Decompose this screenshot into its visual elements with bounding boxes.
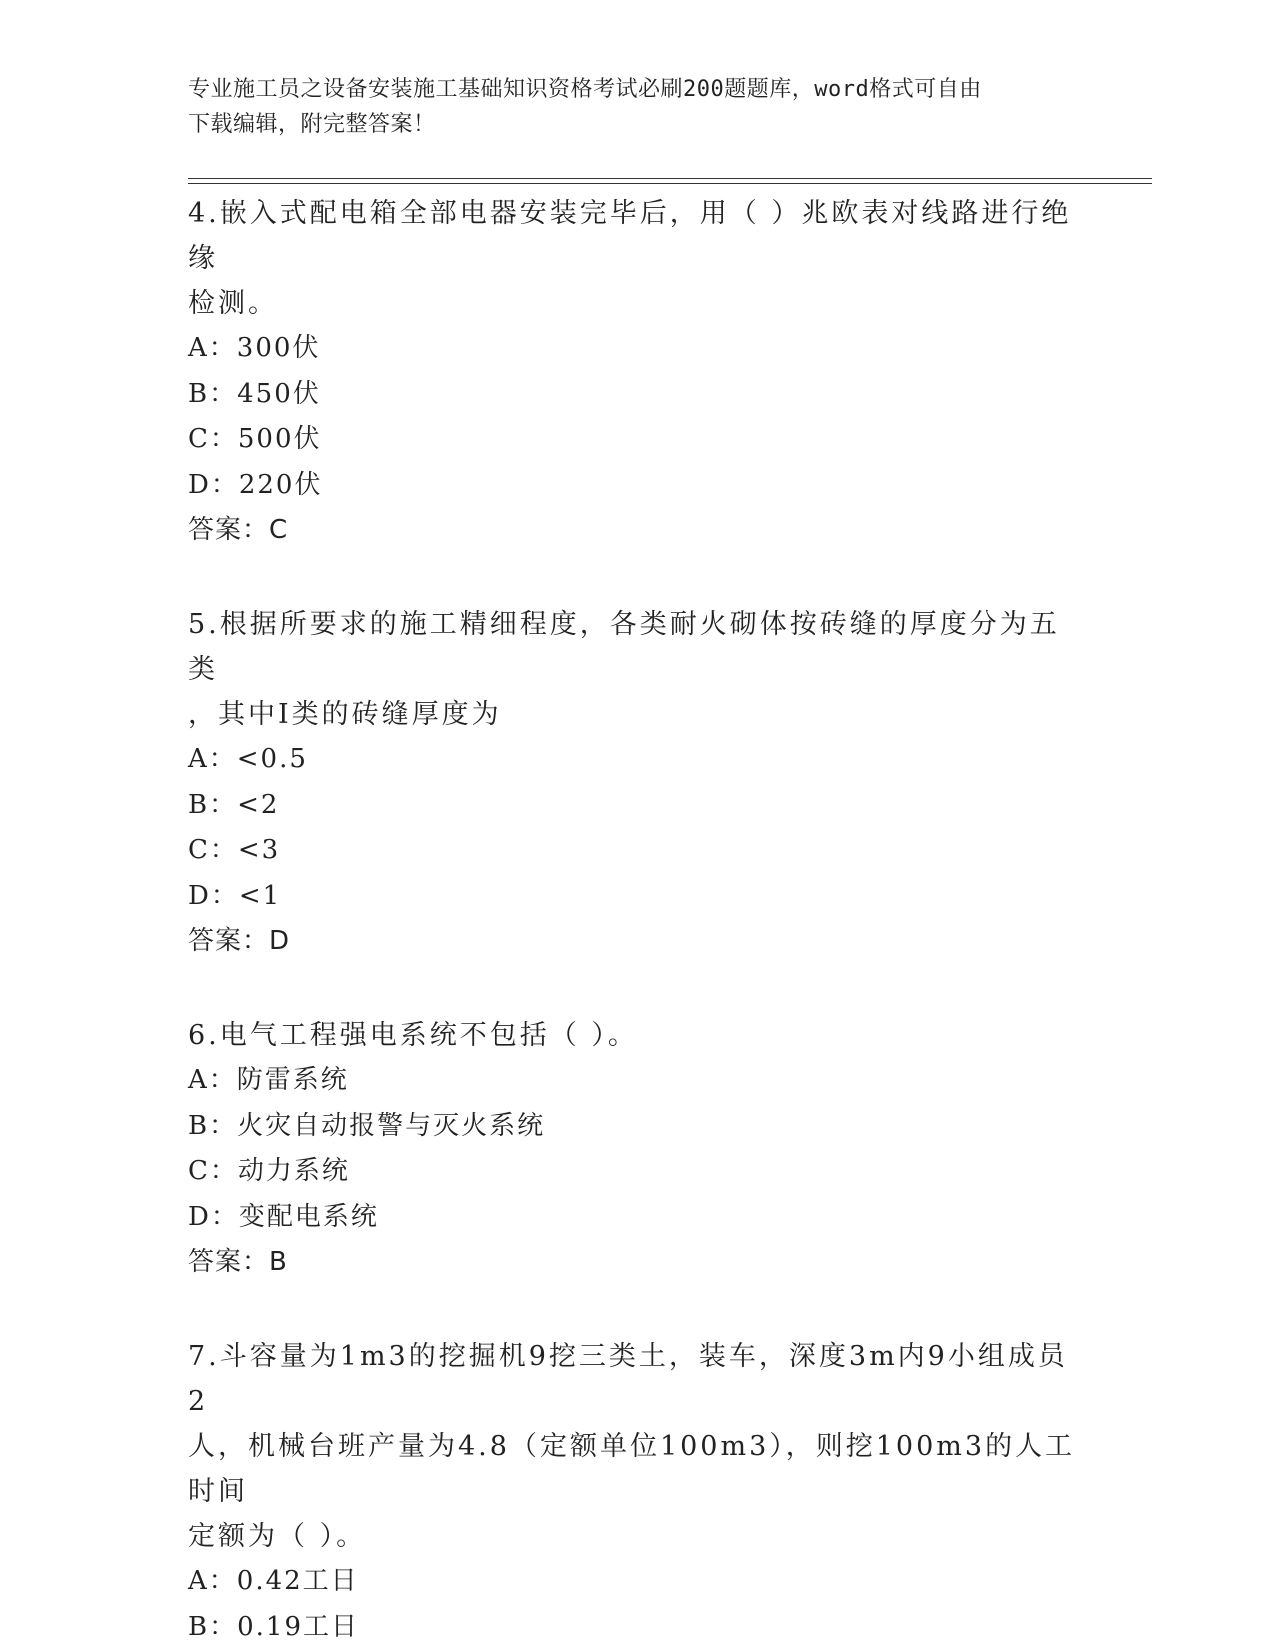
option-c: C：500伏 [188,424,322,454]
question-stem-line: 定额为（ ）。 [188,1521,367,1552]
answer: 答案：C [188,515,289,545]
header-divider-top [188,178,1152,179]
question-5 [188,599,1088,964]
answer: 答案：B [188,1247,288,1277]
question-stem-line: 5.根据所要求的施工精细程度，各类耐火砌体按砖缝的厚度分为五类 [188,609,1060,685]
header-divider-bottom [188,183,1152,184]
document-header [188,72,1068,142]
answer: 答案：D [188,926,291,956]
option-b: B：火灾自动报警与灭火系统 [188,1110,546,1141]
option-d: D：变配电系统 [188,1201,379,1232]
option-a: A：0.42工日 [188,1566,359,1596]
question-stem-line: 6.电气工程强电系统不包括（ ）。 [188,1020,638,1051]
question-stem-line: 人，机械台班产量为4.8（定额单位100m3），则挖100m3的人工时间 [188,1431,1076,1507]
header-line-1: 专业施工员之设备安装施工基础知识资格考试必刷200题题库，word格式可自由 [188,77,982,102]
option-d: D：220伏 [188,469,323,500]
option-b: B：<2 [188,789,280,820]
question-stem-line: ，其中I类的砖缝厚度为 [188,699,502,730]
option-a: A：<0.5 [188,744,308,774]
option-c: C：<3 [188,835,281,865]
question-list [188,188,1088,1650]
question-spacer [188,1285,1088,1331]
option-a: A：300伏 [188,333,321,363]
question-stem-line: 7.斗容量为1m3的挖掘机9挖三类土，装车，深度3m内9小组成员2 [188,1341,1068,1417]
question-stem-line: 4.嵌入式配电箱全部电器安装完毕后，用（ ）兆欧表对线路进行绝缘 [188,198,1072,274]
option-a: A：防雷系统 [188,1065,349,1095]
option-b: B：450伏 [188,378,321,409]
question-spacer [188,553,1088,599]
question-stem-line: 检测。 [188,288,278,319]
question-4 [188,188,1088,553]
question-6 [188,1010,1088,1285]
option-c: C：动力系统 [188,1156,350,1186]
header-line-2: 下载编辑，附完整答案！ [188,112,436,137]
option-b: B：0.19工日 [188,1611,359,1642]
option-d: D：<1 [188,880,282,911]
question-7 [188,1331,1088,1650]
question-spacer [188,964,1088,1010]
